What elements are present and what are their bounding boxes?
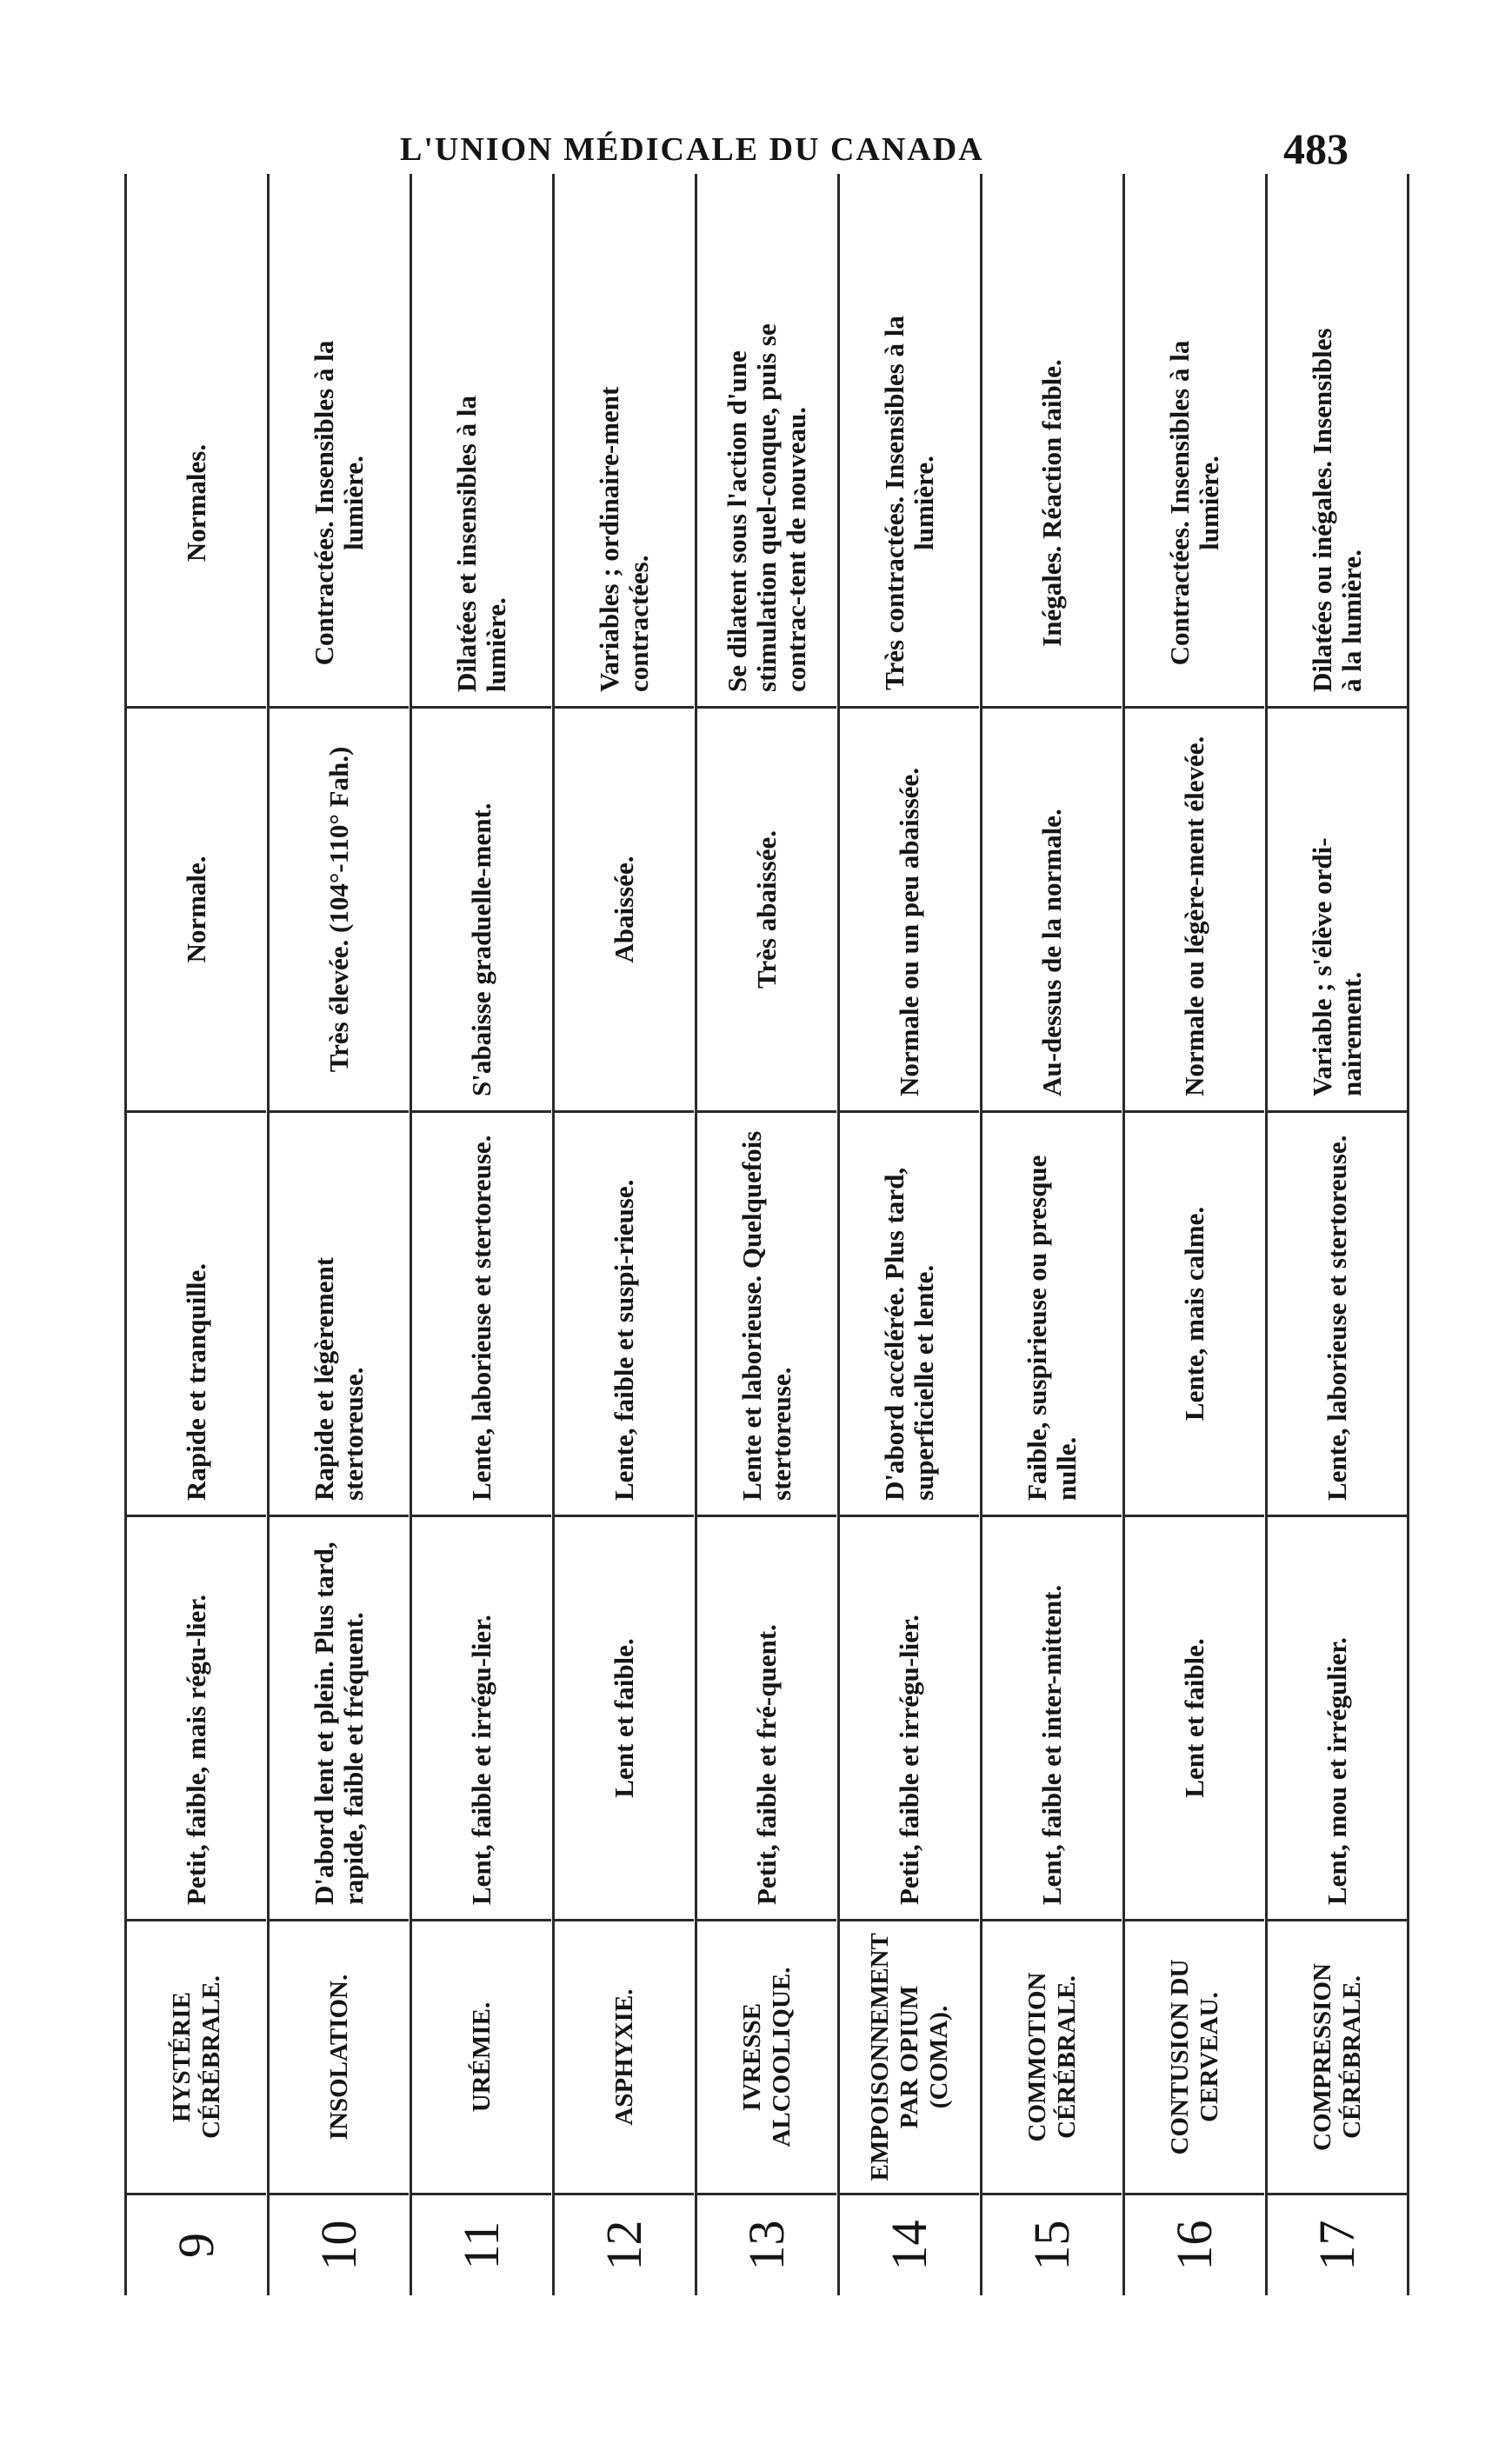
respiration-cell: Faible, suspirieuse ou presque nulle. (982, 1113, 1122, 1517)
page-number: 483 (1283, 124, 1349, 173)
pupils-cell: Dilatées et insensibles à la lumière. (412, 300, 551, 709)
row-number: 17 (1309, 2220, 1365, 2271)
condition-cell: INSOLATION. (270, 1921, 409, 2195)
condition-cell: COMPRESSION CÉRÉBRALE. (1268, 1921, 1407, 2195)
respiration-cell: Lente, mais calme. (1125, 1113, 1264, 1517)
table-row-16 (1122, 174, 1268, 2295)
temperature-cell: Normale ou légère-ment élevée. (1125, 709, 1264, 1113)
respiration-cell: Lente, laborieuse et stertoreuse. (412, 1113, 551, 1517)
condition-cell: IVRESSE ALCOOLIQUE. (697, 1921, 836, 2195)
diagnosis-table (124, 174, 1367, 2295)
table-row-15 (980, 174, 1125, 2295)
table-row-10 (267, 174, 412, 2295)
temperature-cell: Variable ; s'élève ordi-nairement. (1268, 709, 1407, 1113)
temperature-cell: S'abaisse graduelle-ment. (412, 709, 551, 1113)
respiration-cell: Lente et laborieuse. Quelquefois stertoreuse. (697, 1113, 836, 1517)
pulse-cell: D'abord lent et plein. Plus tard, rapide, faible et fréquent. (270, 1517, 409, 1921)
row-number: 16 (1166, 2220, 1222, 2271)
table-row-9 (124, 174, 270, 2295)
temperature-cell: Normale. (127, 709, 266, 1113)
pupils-cell: Variables ; ordinaire-ment contractées. (555, 300, 694, 709)
row-number: 12 (596, 2220, 652, 2271)
pupils-cell: Contractées. Insensibles à la lumière. (270, 300, 409, 709)
condition-cell: EMPOISONNEMENT PAR OPIUM (COMA). (840, 1921, 979, 2195)
condition-cell: HYSTÉRIE CÉRÉBRALE. (127, 1921, 266, 2195)
row-number: 13 (738, 2220, 795, 2271)
pulse-cell: Petit, faible, mais régu-lier. (127, 1517, 266, 1921)
row-number: 10 (310, 2220, 367, 2271)
row-number: 14 (881, 2220, 937, 2271)
temperature-cell: Très abaissée. (697, 709, 836, 1113)
pulse-cell: Lent et faible. (555, 1517, 694, 1921)
respiration-cell: Rapide et tranquille. (127, 1113, 266, 1517)
respiration-cell: D'abord accélérée. Plus tard, superficielle et lente. (840, 1113, 979, 1517)
table-row-12 (552, 174, 697, 2295)
pupils-cell: Normales. (127, 300, 266, 709)
condition-cell: CONTUSION DU CERVEAU. (1125, 1921, 1264, 2195)
row-number: 15 (1023, 2220, 1080, 2271)
table-row-17 (1265, 174, 1409, 2295)
temperature-cell: Au-dessus de la normale. (982, 709, 1122, 1113)
pupils-cell: Dilatées ou inégales. Insensibles à la lumière. (1268, 300, 1407, 709)
condition-cell: URÉMIE. (412, 1921, 551, 2195)
condition-cell: COMMOTION CÉRÉBRALE. (982, 1921, 1122, 2195)
table-row-13 (695, 174, 840, 2295)
respiration-cell: Lente, laborieuse et stertoreuse. (1268, 1113, 1407, 1517)
row-number: 9 (168, 2233, 224, 2258)
respiration-cell: Rapide et légèrement stertoreuse. (270, 1113, 409, 1517)
temperature-cell: Très élevée. (104°-110° Fah.) (270, 709, 409, 1113)
pulse-cell: Lent, mou et irrégulier. (1268, 1517, 1407, 1921)
pulse-cell: Lent et faible. (1125, 1517, 1264, 1921)
pupils-cell: Contractées. Insensibles à la lumière. (1125, 300, 1264, 709)
pulse-cell: Petit, faible et fré-quent. (697, 1517, 836, 1921)
pupils-cell: Se dilatent sous l'action d'une stimulation quel-conque, puis se contrac-tent de nouveau. (697, 300, 836, 709)
pulse-cell: Lent, faible et irrégu-lier. (412, 1517, 551, 1921)
journal-title: L'UNION MÉDICALE DU CANADA (400, 131, 984, 168)
pupils-cell: Très contractées. Insensibles à la lumière. (840, 300, 979, 709)
table-row-14 (837, 174, 982, 2295)
temperature-cell: Abaissée. (555, 709, 694, 1113)
table-row-11 (410, 174, 555, 2295)
row-number: 11 (453, 2221, 510, 2270)
condition-cell: ASPHYXIE. (555, 1921, 694, 2195)
pulse-cell: Lent, faible et inter-mittent. (982, 1517, 1122, 1921)
temperature-cell: Normale ou un peu abaissée. (840, 709, 979, 1113)
respiration-cell: Lente, faible et suspi-rieuse. (555, 1113, 694, 1517)
pulse-cell: Petit, faible et irrégu-lier. (840, 1517, 979, 1921)
pupils-cell: Inégales. Réaction faible. (982, 300, 1122, 709)
